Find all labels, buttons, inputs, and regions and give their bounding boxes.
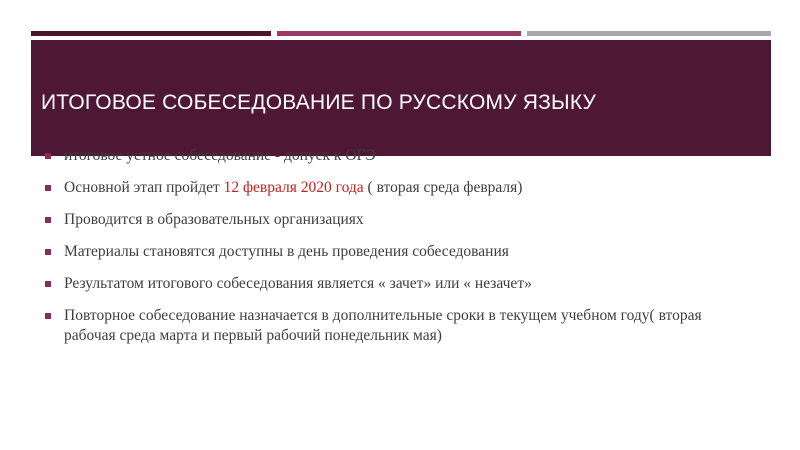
bullet-text-after: ( вторая среда февраля) [363,179,523,196]
bullet-item [44,306,744,346]
square-bullet-icon [45,313,51,319]
accent-bar-gray [527,31,771,36]
bullet-text: итоговое устное собеседование - допуск к ОГЭ [64,147,376,164]
highlighted-date: 12 февраля 2020 года [223,179,364,196]
square-bullet-icon [45,153,51,159]
bullet-text: Проводится в образовательных организациях [64,211,364,228]
square-bullet-icon [45,249,51,255]
bullet-text: Материалы становятся доступны в день проведения собеседования [64,243,509,260]
bullet-list [44,146,744,358]
bullet-item [44,274,744,294]
bullet-item [44,210,744,230]
square-bullet-icon [45,185,51,191]
bullet-text: Результатом итогового собеседования является « зачет» или « незачет» [64,275,532,292]
title-band [31,40,771,156]
bullet-text: Повторное собеседование назначается в дополнительные сроки в текущем учебном году( вторая рабочая среда марта и первый рабочий понедельник мая) [64,307,702,344]
accent-bar-magenta [277,31,521,36]
accent-bar-dark [31,31,271,36]
square-bullet-icon [45,281,51,287]
bullet-item [44,242,744,262]
slide-title: ИТОГОВОЕ СОБЕСЕДОВАНИЕ ПО РУССКОМУ ЯЗЫКУ [41,91,597,114]
bullet-item [44,178,744,198]
bullet-text-before: Основной этап пройдет [64,179,224,196]
square-bullet-icon [45,217,51,223]
bullet-item [44,146,744,166]
